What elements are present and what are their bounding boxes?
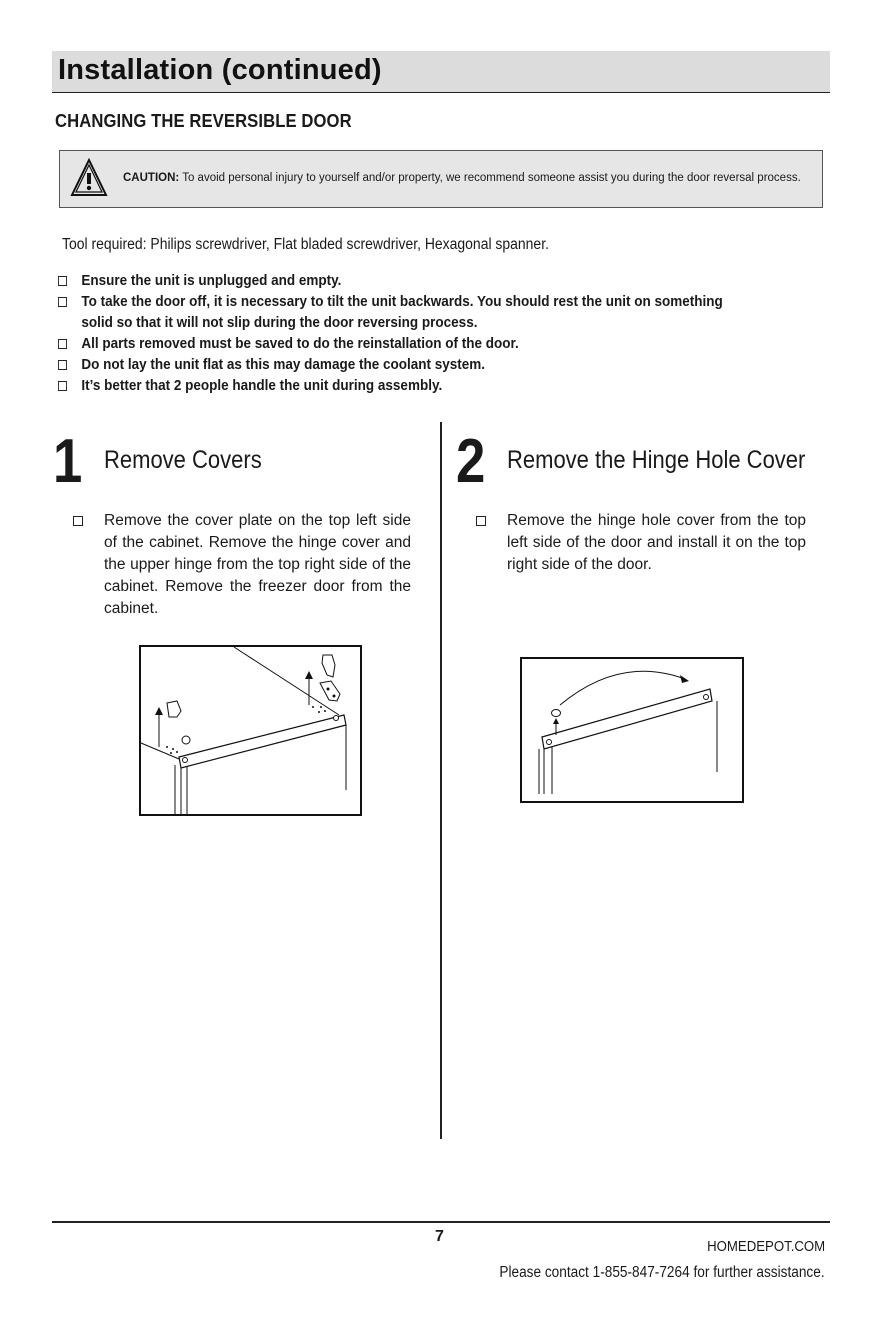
footer-divider bbox=[52, 1221, 830, 1223]
step-1-title: Remove Covers bbox=[104, 446, 262, 474]
tools-required: Tool required: Philips screwdriver, Flat bladed screwdriver, Hexagonal spanner. bbox=[62, 236, 549, 253]
caution-text bbox=[123, 172, 801, 184]
checkbox-square-icon bbox=[58, 360, 67, 370]
section-title: CHANGING THE REVERSIBLE DOOR bbox=[55, 110, 352, 131]
checkbox-square-icon bbox=[58, 297, 67, 307]
list-item bbox=[58, 271, 819, 291]
checkbox-square-icon bbox=[58, 276, 67, 286]
step-2-title: Remove the Hinge Hole Cover bbox=[507, 446, 806, 474]
list-item bbox=[58, 334, 819, 354]
list-item-text: Ensure the unit is unplugged and empty. bbox=[81, 272, 342, 289]
checkbox-square-icon bbox=[58, 339, 67, 349]
precautions-list bbox=[58, 271, 818, 397]
step-2-text: Remove the hinge hole cover from the top left side of the door and install it on the top right side of the door. bbox=[507, 512, 806, 573]
page-title: Installation (continued) bbox=[58, 54, 382, 86]
list-item bbox=[58, 355, 819, 375]
list-item-text: To take the door off, it is necessary to tilt the unit backwards. You should rest the unit on something bbox=[81, 293, 723, 310]
site-name: HOMEDEPOT.COM bbox=[706, 1238, 825, 1255]
list-item bbox=[58, 376, 819, 396]
page-number: 7 bbox=[435, 1228, 444, 1245]
remove-covers-figure bbox=[139, 645, 362, 816]
caution-label: CAUTION: bbox=[123, 172, 180, 184]
column-divider bbox=[440, 422, 442, 1139]
list-item-text: All parts removed must be saved to do the reinstallation of the door. bbox=[81, 335, 519, 352]
caution-box bbox=[59, 150, 823, 208]
list-item-text: Do not lay the unit flat as this may damage the coolant system. bbox=[81, 356, 485, 373]
warning-triangle-icon bbox=[70, 158, 108, 198]
step-1-number: 1 bbox=[53, 427, 83, 496]
step-1-text: Remove the cover plate on the top left side of the cabinet. Remove the hinge cover and the upper hinge from the top right side of the cabinet. Remove the freezer door from the cabinet. bbox=[104, 512, 411, 617]
header-bar bbox=[52, 51, 830, 93]
list-item-continued bbox=[58, 313, 819, 333]
hinge-hole-cover-figure bbox=[520, 657, 744, 803]
checkbox-square-icon bbox=[58, 381, 67, 391]
checkbox-square-icon bbox=[73, 516, 83, 526]
list-item-text: It’s better that 2 people handle the unit during assembly. bbox=[81, 377, 443, 394]
step-2-number: 2 bbox=[456, 427, 486, 496]
list-item-text: solid so that it will not slip during the door reversing process. bbox=[81, 314, 478, 331]
list-item bbox=[58, 292, 819, 312]
contact-info: Please contact 1-855-847-7264 for further assistance. bbox=[499, 1264, 825, 1281]
caution-message: To avoid personal injury to yourself and/or property, we recommend someone assist you during the door reversal process. bbox=[182, 172, 801, 184]
checkbox-square-icon bbox=[476, 516, 486, 526]
